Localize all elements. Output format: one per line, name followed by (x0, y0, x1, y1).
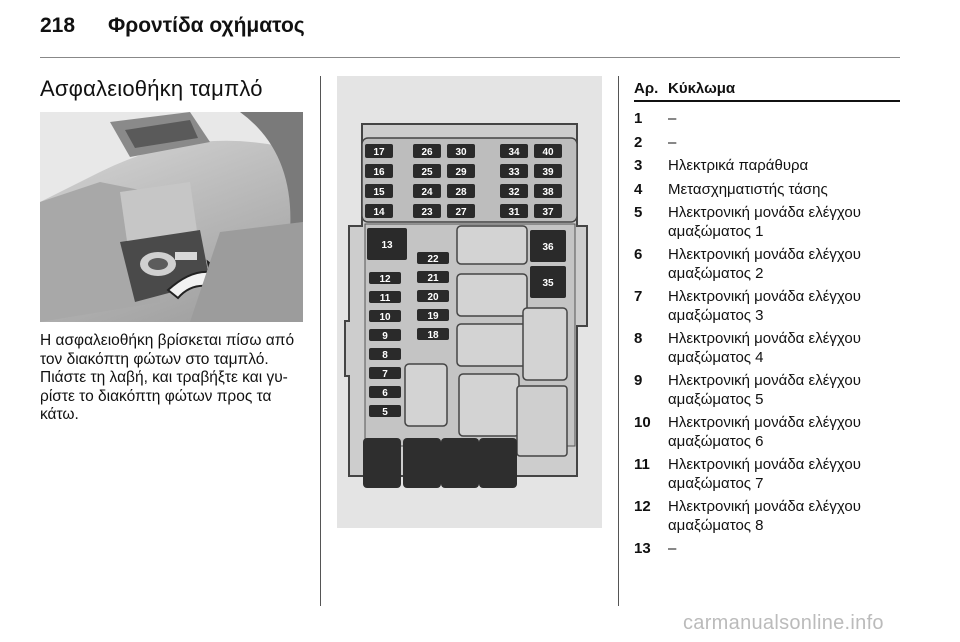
fuse (369, 405, 401, 418)
table-row (634, 204, 900, 241)
instruction-text (40, 332, 310, 425)
fuse (500, 144, 528, 158)
watermark: carmanualsonline.info (683, 612, 884, 634)
fuse (417, 309, 449, 322)
fuse (413, 164, 441, 178)
row-number: 5 (634, 204, 643, 221)
fuse-label: 37 (542, 207, 554, 218)
column-divider-right (618, 76, 619, 606)
fuse-label: 22 (427, 254, 439, 265)
description-line: Ηλεκτρονική μονάδα ελέγχου (668, 498, 861, 515)
fuse (369, 291, 401, 304)
fuse-label: 30 (455, 147, 467, 158)
fuse-label: 28 (455, 187, 467, 198)
fuse-label: 17 (373, 147, 385, 158)
row-description (668, 110, 900, 129)
fuse (365, 144, 393, 158)
fuse (500, 184, 528, 198)
table-row (634, 456, 900, 493)
relay (367, 228, 407, 260)
table-header (634, 80, 900, 102)
page-number: 218 (40, 14, 76, 37)
header-rule (40, 57, 900, 58)
instruction-line: Η ασφαλειοθήκη βρίσκεται πίσω από (40, 332, 295, 349)
row-number: 8 (634, 330, 643, 347)
description-line: – (668, 540, 677, 557)
fuse (413, 184, 441, 198)
instruction-line: κάτω. (40, 406, 79, 423)
fuse (413, 144, 441, 158)
row-number: 12 (634, 498, 651, 515)
description-line: – (668, 133, 677, 151)
table-row (634, 372, 900, 409)
fuse-label: 13 (381, 240, 393, 251)
fuse (365, 204, 393, 218)
row-description (668, 498, 900, 535)
row-description (668, 246, 900, 283)
description-line: αμαξώματος 1 (668, 222, 764, 240)
fuse (417, 328, 449, 341)
fuse-label: 12 (379, 274, 391, 285)
fuse (369, 348, 401, 361)
description-line: Ηλεκτρονική μονάδα ελέγχου (668, 288, 861, 305)
fuse (369, 367, 401, 380)
fuse-label: 38 (542, 187, 554, 198)
description-line: αμαξώματος 3 (668, 306, 764, 324)
table-row (634, 181, 900, 200)
description-line: αμαξώματος 8 (668, 516, 764, 534)
table-row (634, 134, 900, 153)
description-line: Ηλεκτρονική μονάδα ελέγχου (668, 414, 861, 431)
table-row (634, 330, 900, 367)
row-description (668, 181, 900, 200)
fuse (365, 184, 393, 198)
table-row (634, 540, 900, 559)
fuse (500, 204, 528, 218)
fuse-label: 9 (382, 331, 388, 342)
section-title: Ασφαλειοθήκη ταμπλό (40, 76, 263, 101)
fuse (534, 164, 562, 178)
fuse-label: 20 (427, 292, 439, 303)
table-row (634, 498, 900, 535)
fuse-label: 33 (508, 167, 520, 178)
fuse (369, 329, 401, 342)
row-description (668, 372, 900, 409)
description-line: Μετασχηματιστής τάσης (668, 180, 828, 198)
description-line: Ηλεκτρονική μονάδα ελέγχου (668, 246, 861, 263)
dashboard-photo (40, 112, 303, 322)
fuse (417, 290, 449, 303)
fuse (534, 144, 562, 158)
description-line: – (668, 110, 677, 127)
row-number: 1 (634, 110, 643, 127)
description-line: Ηλεκτρονική μονάδα ελέγχου (668, 204, 861, 221)
table-row (634, 414, 900, 451)
fuse (534, 204, 562, 218)
instruction-line: τον διακόπτη φώτων στο ταμπλό. (40, 350, 269, 368)
fuse-label: 14 (373, 207, 385, 218)
instruction-line: ρίστε το διακόπτη φώτων προς τα (40, 387, 272, 405)
row-number: 9 (634, 372, 643, 389)
table-row (634, 288, 900, 325)
description-line: αμαξώματος 6 (668, 432, 764, 450)
fuse (369, 272, 401, 285)
fuse (447, 204, 475, 218)
fuse-label: 10 (379, 312, 391, 323)
fuse-label: 19 (427, 311, 439, 322)
fuse-label: 27 (455, 207, 467, 218)
relay (530, 266, 566, 298)
fuse-label: 7 (382, 369, 388, 380)
fuse-label: 26 (421, 147, 433, 158)
chapter-title: Φροντίδα οχήματος (108, 14, 305, 37)
row-number: 11 (634, 456, 650, 473)
row-description (668, 288, 900, 325)
column-divider-left (320, 76, 321, 606)
fuse-label: 18 (427, 330, 439, 341)
row-number: 3 (634, 157, 643, 174)
row-description (668, 204, 900, 241)
fuse-label: 40 (542, 147, 554, 158)
fuse-label: 23 (421, 207, 433, 218)
description-line: αμαξώματος 5 (668, 390, 764, 408)
fuse-label: 24 (421, 187, 433, 198)
fuse-box-diagram (337, 76, 602, 528)
header-circuit: Κύκλωμα (668, 80, 736, 97)
fuse-label: 36 (542, 242, 554, 253)
row-description (668, 456, 900, 493)
fuse (413, 204, 441, 218)
fuse (500, 164, 528, 178)
fuse-label: 6 (382, 388, 388, 399)
row-description (668, 157, 900, 176)
fuse (365, 164, 393, 178)
fuse-label: 32 (508, 187, 520, 198)
fuse-label: 39 (542, 167, 554, 178)
fuse-label: 25 (421, 167, 433, 178)
description-line: αμαξώματος 2 (668, 264, 764, 282)
row-number: 2 (634, 133, 643, 151)
table-row (634, 157, 900, 176)
row-description (668, 330, 900, 367)
description-line: Ηλεκτρονική μονάδα ελέγχου (668, 456, 861, 473)
table-row (634, 246, 900, 283)
fuse (447, 184, 475, 198)
row-description (668, 540, 900, 559)
fuse-label: 11 (379, 293, 391, 304)
fuse-label: 35 (542, 278, 554, 289)
description-line: Ηλεκτρονική μονάδα ελέγχου (668, 372, 861, 389)
fuse-label: 29 (455, 167, 467, 178)
fuse-label: 16 (373, 167, 385, 178)
fuse (369, 310, 401, 323)
relay (530, 230, 566, 262)
instruction-line: Πιάστε τη λαβή, και τραβήξτε και γυ- (40, 369, 288, 386)
fuse-label: 5 (382, 407, 388, 418)
row-description (668, 414, 900, 451)
fuse (447, 164, 475, 178)
header-num: Αρ. (634, 80, 659, 97)
description-line: αμαξώματος 4 (668, 348, 764, 366)
fuse (534, 184, 562, 198)
row-number: 7 (634, 288, 643, 305)
row-number: 10 (634, 414, 651, 431)
fuse-label: 15 (373, 187, 385, 198)
row-number: 6 (634, 246, 643, 263)
description-line: αμαξώματος 7 (668, 474, 764, 492)
fuse-label: 34 (508, 147, 520, 158)
table-row (634, 110, 900, 129)
row-description (668, 134, 900, 153)
fuse (417, 252, 449, 265)
row-number: 13 (634, 540, 651, 557)
description-line: Ηλεκτρονική μονάδα ελέγχου (668, 330, 861, 347)
fuse-label: 21 (427, 273, 439, 284)
fuse-label: 31 (508, 207, 520, 218)
fuse (369, 386, 401, 399)
fuse-table (634, 110, 900, 564)
fuse (417, 271, 449, 284)
fuse-label: 8 (382, 350, 388, 361)
page-header (40, 14, 305, 38)
fuse (447, 144, 475, 158)
row-number: 4 (634, 180, 643, 198)
description-line: Ηλεκτρικά παράθυρα (668, 157, 809, 174)
